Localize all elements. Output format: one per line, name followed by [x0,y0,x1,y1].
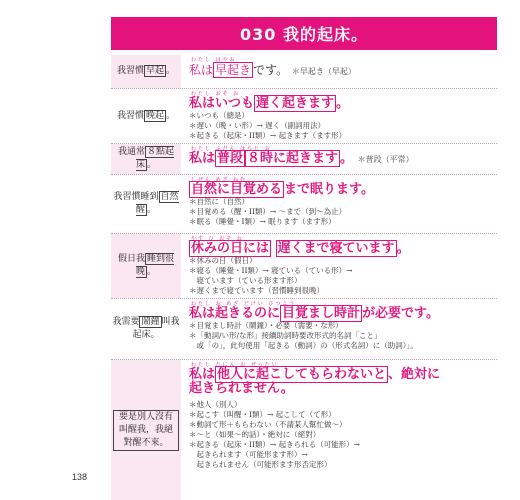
note-line: ＊起こす（叫醒・I類）→ 起こして（て形） [189,410,336,419]
note-line: ＊動詞て形＋もらわない（不請某人幫忙做～） [189,420,347,429]
note-line: ＊眠る（睡覺・I類）→ 眠ります（ます形） [189,217,336,226]
note-line: ＊「動詞/い形/な形」接續助詞時要改形式的名詞「こと」 [189,331,382,340]
jp-keyword: 休みの日には [191,241,270,256]
phrase-row [111,360,497,500]
chinese-cell [111,234,181,298]
zh-text: 叫我起床。 [132,317,180,340]
grammar-notes [189,321,493,351]
jp-text: 。 [396,241,410,256]
note-line: ＊他人（別人） [189,400,242,409]
note-line: 寝ています（ている形ます形） [189,276,302,285]
jp-text: 。 [340,151,354,166]
zh-text: 我習慣 [116,110,144,121]
zh-text: 。 [147,267,157,277]
zh-keyword: 晚起 [145,110,164,121]
grammar-notes [189,256,493,296]
note-line: ＊遅くまで寝ています（習慣睡到很晚） [189,286,324,295]
grammar-notes [189,197,493,227]
japanese-cell [181,175,497,233]
jp-keyword: 遅く起きます [256,96,335,111]
jp-keyword: 自然に目覚める [191,182,283,197]
phrase-row [111,234,497,299]
jp-keyword: 遅くまで寝ています [277,241,395,256]
jp-text: 私は起きるのに [189,306,281,321]
japanese-cell [181,360,497,500]
furigana: わたし おそ お [191,91,241,97]
jp-inline-note: ＊早起き（早起） [291,67,356,76]
note-line: ＊自然に（自然） [189,197,249,206]
chinese-cell [111,360,181,500]
note-line: ＊いつも（總是） [189,111,249,120]
furigana: わたし はやお [191,57,237,63]
page-number: 138 [72,472,88,482]
zh-text: 。 [147,205,157,215]
zh-text: 。 [166,110,176,121]
japanese-cell [181,89,497,143]
jp-text: が必要です。 [362,306,439,321]
jp-keyword: ８時に起きます [247,151,339,166]
zh-text: 假日我 [117,254,145,264]
note-line: ＊目覚める（醒・II類）→ ～まで（到～為止） [189,207,347,216]
japanese-cell [181,55,497,88]
phrase-row [111,144,497,175]
note-line: ＊遅い（晚・い形）→ 遅く（副詞用法） [189,121,326,130]
note-line: 或「の」，此句使用「起きる（動詞）の（形式名詞）に（助詞）」。 [189,341,418,350]
jp-text: まで眠ります。 [284,182,374,197]
zh-keyword: ８點起床 [135,147,175,170]
phrase-row [111,175,497,234]
note-line: ＊寝る（睡覺・II類）→ 寝ている（ている形）→ [189,266,353,275]
zh-text: 。 [147,160,157,170]
japanese-cell [181,234,497,298]
chinese-cell [111,175,181,233]
note-line: ＊～と（如果～的話）・絶対に（絕對） [189,430,321,439]
furigana: わたし ふだん はちじ お [191,146,272,152]
jp-keyword: 普段 [217,151,244,166]
furigana: わたし たにん お ぜったい [191,362,279,368]
chinese-cell [111,89,181,143]
note-line: ＊目覚まし時計（鬧鐘）・必要（需要・な形） [189,321,343,330]
note-line: ＊休みの日（假日） [189,256,257,265]
japanese-cell [181,299,497,359]
note-line: ＊起きる（起床・II類）→ 起きられる（可能形）→ [189,440,360,449]
furigana: やす ひ おそ ね [191,236,244,242]
zh-keyword: 自然醒 [135,192,179,215]
zh-keyword: 睡到很晚 [135,254,175,277]
phrase-row [111,55,497,89]
chinese-cell [111,55,181,88]
zh-text: 我習慣 [116,66,144,76]
chinese-cell [111,144,181,174]
note-line: 起きられません（可能形ます形否定形） [189,460,332,469]
zh-keyword: 要是別人沒有叫醒我，我絕對醒不來。 [113,410,179,451]
jp-text: 私は [189,367,216,382]
zh-keyword: 鬧鐘 [141,317,160,327]
chinese-cell [111,299,181,359]
grammar-notes [189,400,493,470]
furigana: わたし お めざ どけい ひつよう [191,301,297,307]
note-line: ＊起きる（起床・II類）→ 起きます（ます形） [189,131,347,140]
jp-text: 私はいつも [189,96,255,111]
jp-inline-note: ＊普段（平常） [357,155,414,164]
jp-text: 私は [189,63,214,77]
jp-text: 、絶対に [388,367,441,382]
phrase-row [111,299,497,360]
zh-text: 我習慣睡到 [113,192,159,202]
jp-text: 。 [336,96,350,111]
phrase-table [111,55,497,500]
japanese-cell [181,144,497,174]
furigana: しぜん めざ ねむ [191,177,248,183]
jp-text: 私は [189,151,216,166]
jp-keyword: 早起き [215,63,252,77]
jp-text: 起きられません。 [189,381,294,396]
grammar-notes [189,111,493,141]
zh-text: 。 [166,66,176,76]
note-line: 起きられます（可能形ます形）→ [189,450,308,459]
zh-text: 我需要 [112,317,140,327]
section-title: 030 我的起床。 [111,17,497,50]
jp-keyword: 他人に起こしてもらわないと [217,367,387,382]
phrase-row [111,89,497,144]
jp-keyword: 目覚まし時計 [282,306,361,321]
zh-keyword: 早起 [145,66,164,76]
jp-text: です。 [253,63,289,77]
zh-text: 我通常 [117,147,145,157]
